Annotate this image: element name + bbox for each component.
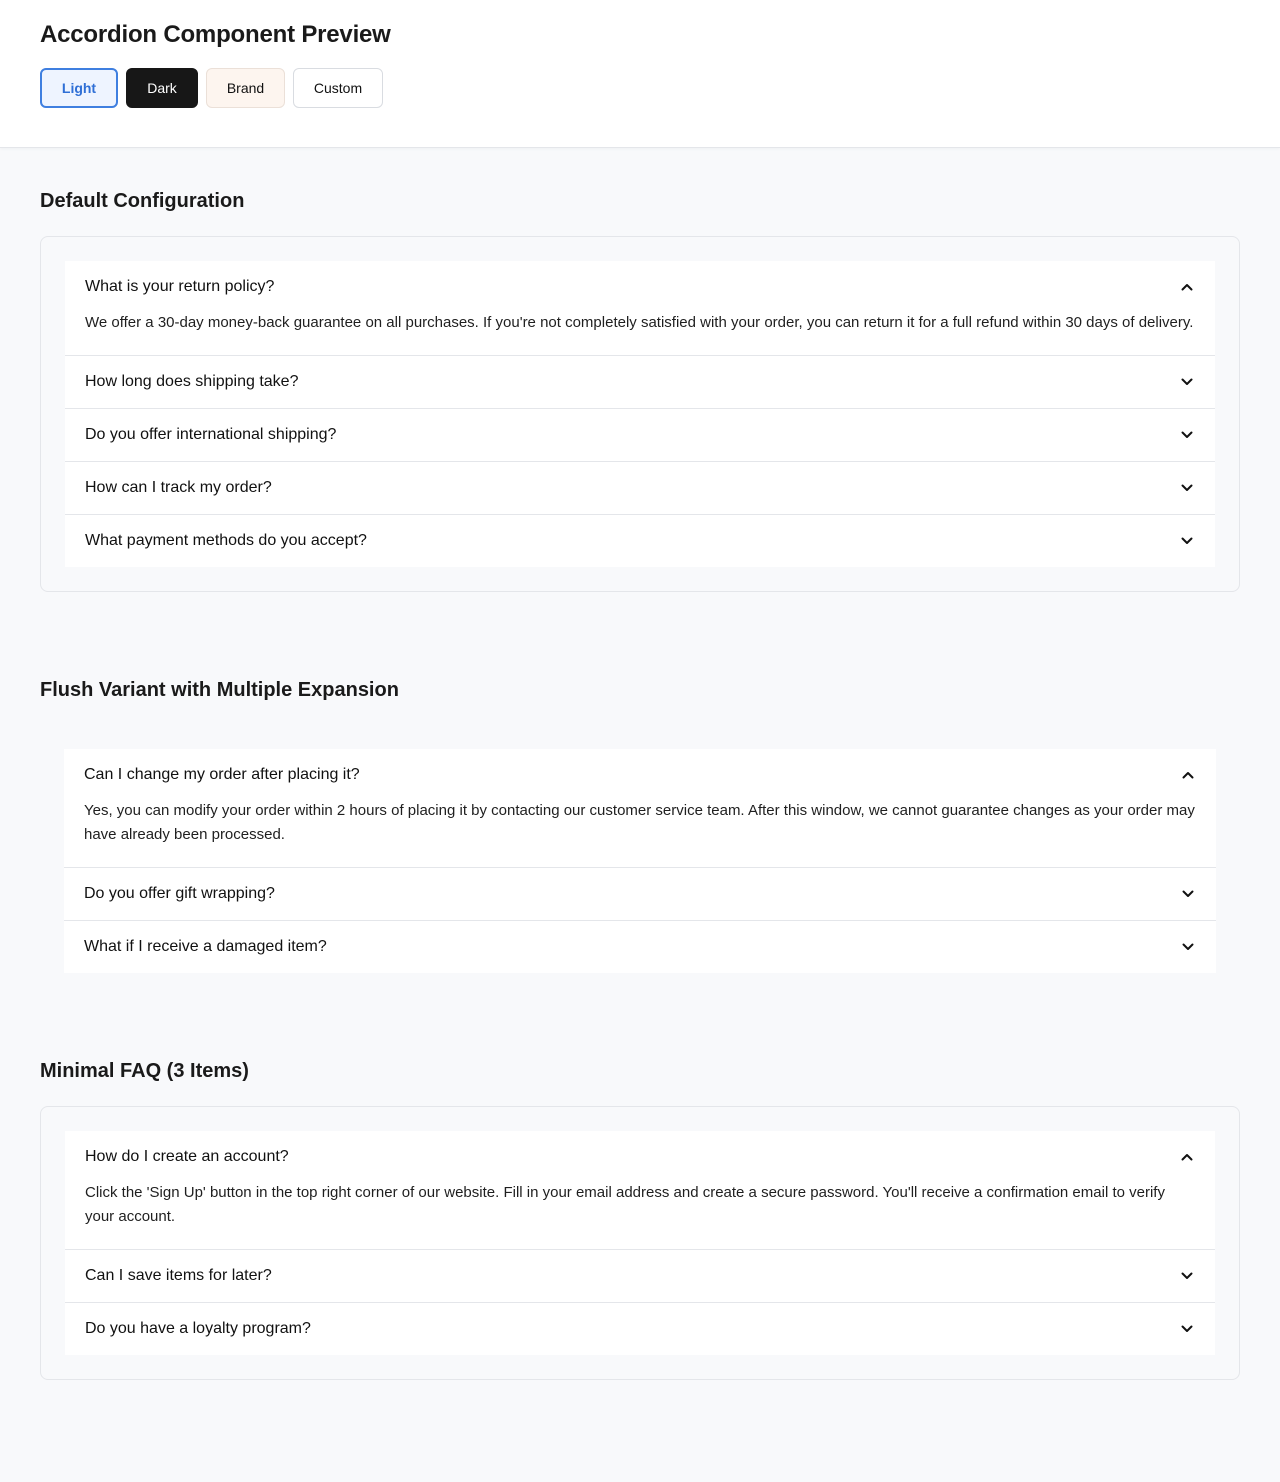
accordion — [65, 1131, 1215, 1355]
accordion-header[interactable] — [64, 749, 1216, 801]
accordion-item — [65, 462, 1215, 515]
accordion-question: How long does shipping take? — [85, 373, 299, 390]
accordion-question: What is your return policy? — [85, 278, 275, 295]
accordion-item — [64, 868, 1216, 921]
page-title: Accordion Component Preview — [40, 21, 391, 48]
accordion-header[interactable] — [65, 261, 1215, 313]
accordion-container — [40, 236, 1240, 592]
accordion-question: How can I track my order? — [85, 479, 272, 496]
section-flush — [40, 677, 1240, 997]
accordion-item — [65, 515, 1215, 567]
chevron-down-icon[interactable] — [1179, 533, 1195, 549]
accordion-item — [65, 1131, 1215, 1250]
accordion-header[interactable] — [65, 409, 1215, 461]
accordion-header[interactable] — [65, 1250, 1215, 1302]
page-header — [0, 0, 1280, 148]
accordion-header[interactable] — [64, 868, 1216, 920]
chevron-up-icon[interactable] — [1179, 1149, 1195, 1165]
section-minimal — [40, 1058, 1240, 1380]
accordion-question: What payment methods do you accept? — [85, 532, 367, 549]
theme-dark-button[interactable]: Dark — [126, 68, 198, 108]
accordion-item — [65, 1303, 1215, 1355]
accordion-header[interactable] — [64, 921, 1216, 973]
chevron-up-icon[interactable] — [1179, 279, 1195, 295]
accordion-header[interactable] — [65, 1131, 1215, 1183]
accordion-header[interactable] — [65, 462, 1215, 514]
chevron-down-icon[interactable] — [1179, 427, 1195, 443]
chevron-down-icon[interactable] — [1180, 886, 1196, 902]
accordion-answer: We offer a 30-day money-back guarantee on all purchases. If you're not completely satisfied with your order, you can return it for a full refund within 30 days of delivery. — [85, 314, 1194, 331]
theme-brand-button[interactable]: Brand — [206, 68, 285, 108]
chevron-up-icon[interactable] — [1180, 767, 1196, 783]
accordion-question: Do you offer international shipping? — [85, 426, 337, 443]
accordion-container — [40, 725, 1240, 997]
accordion-question: Do you offer gift wrapping? — [84, 885, 275, 902]
accordion-answer: Yes, you can modify your order within 2 hours of placing it by contacting our customer service team. After this window, we cannot guarantee changes as your order may have already been processed. — [84, 802, 1195, 843]
accordion-answer: Click the 'Sign Up' button in the top right corner of our website. Fill in your email address and create a secure password. You'll receive a confirmation email to verify your account. — [85, 1184, 1165, 1225]
chevron-down-icon[interactable] — [1179, 1268, 1195, 1284]
accordion-question: Can I save items for later? — [85, 1267, 272, 1284]
accordion-item — [65, 356, 1215, 409]
accordion-header[interactable] — [65, 1303, 1215, 1355]
accordion-header[interactable] — [65, 356, 1215, 408]
accordion-header[interactable] — [65, 515, 1215, 567]
section-default — [40, 188, 1240, 592]
section-title: Minimal FAQ (3 Items) — [40, 1060, 249, 1082]
accordion — [64, 749, 1216, 973]
theme-light-button[interactable]: Light — [40, 68, 118, 108]
accordion-item — [65, 261, 1215, 356]
accordion-item — [64, 749, 1216, 868]
accordion-question: How do I create an account? — [85, 1148, 289, 1165]
accordion-item — [65, 409, 1215, 462]
accordion-question: What if I receive a damaged item? — [84, 938, 327, 955]
section-title: Default Configuration — [40, 190, 245, 212]
accordion-question: Do you have a loyalty program? — [85, 1320, 311, 1337]
accordion-item — [65, 1250, 1215, 1303]
accordion-question: Can I change my order after placing it? — [84, 766, 360, 783]
section-title: Flush Variant with Multiple Expansion — [40, 679, 399, 701]
accordion-item — [64, 921, 1216, 973]
accordion-container — [40, 1106, 1240, 1380]
chevron-down-icon[interactable] — [1179, 1321, 1195, 1337]
chevron-down-icon[interactable] — [1180, 939, 1196, 955]
chevron-down-icon[interactable] — [1179, 480, 1195, 496]
chevron-down-icon[interactable] — [1179, 374, 1195, 390]
accordion — [65, 261, 1215, 567]
theme-custom-button[interactable]: Custom — [293, 68, 383, 108]
theme-switcher — [40, 68, 1240, 108]
